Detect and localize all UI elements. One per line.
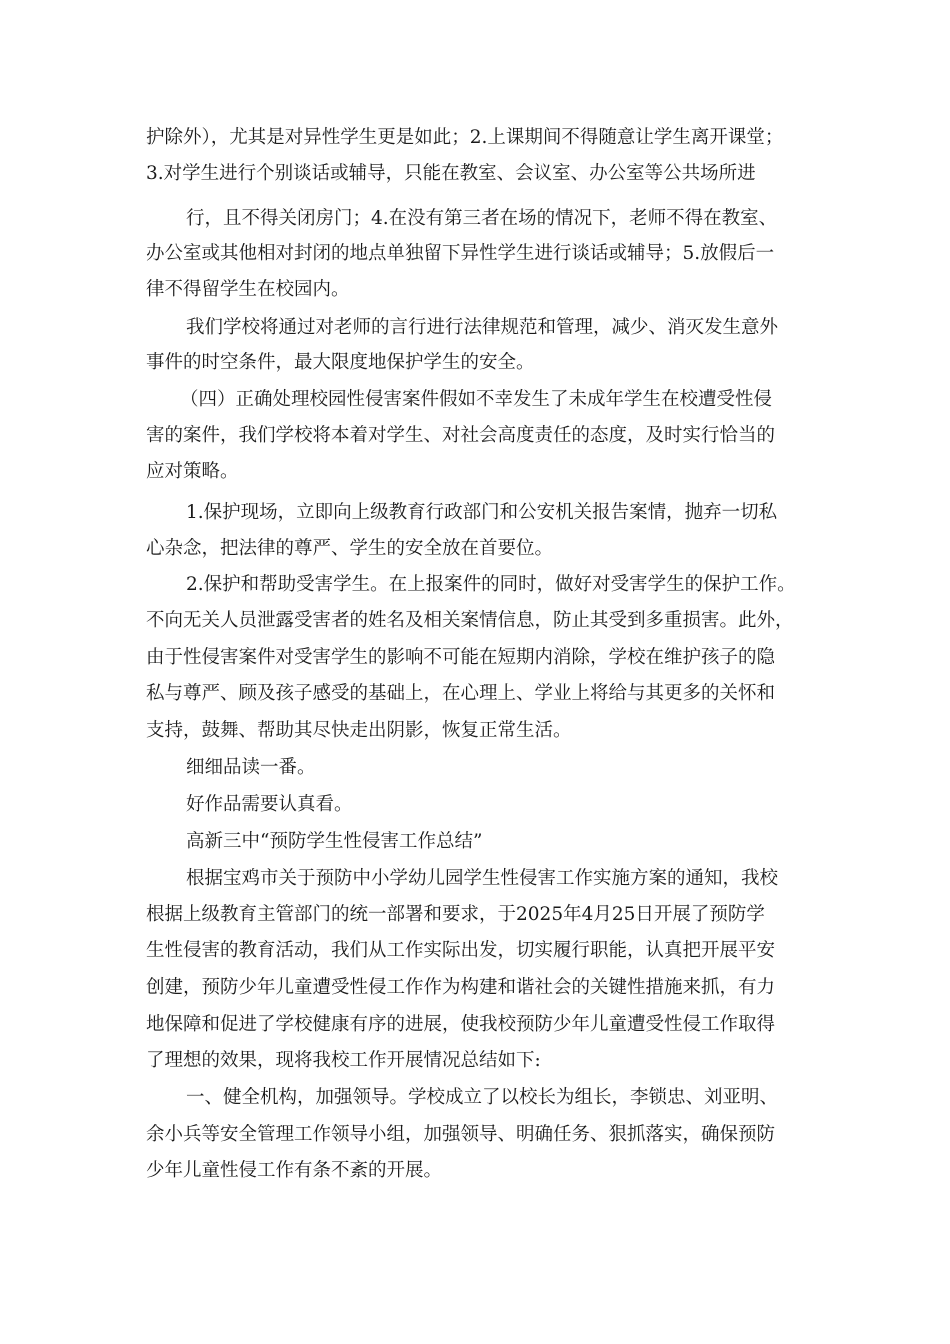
- text-line-4: 办公室或其他相对封闭的地点单独留下异性学生进行谈话或辅导；5.放假后一: [146, 243, 775, 264]
- text-line-29: 少年儿童性侵工作有条不紊的开展。: [146, 1160, 443, 1181]
- text-line-5: 律不得留学生在校园内。: [146, 279, 350, 300]
- text-line-24: 创建，预防少年儿童遭受性侵工作作为构建和谐社会的关键性措施来抓，有力: [146, 977, 776, 998]
- text-line-11: 1.保护现场，立即向上级教育行政部门和公安机关报告案情，抛弃一切私: [186, 502, 778, 523]
- text-line-14: 不向无关人员泄露受害者的姓名及相关案情信息，防止其受到多重损害。此外，: [146, 610, 794, 631]
- text-line-26: 了理想的效果，现将我校工作开展情况总结如下:: [146, 1050, 541, 1071]
- text-line-13: 2.保护和帮助受害学生。在上报案件的同时，做好对受害学生的保护工作。: [186, 574, 796, 595]
- text-line-15: 由于性侵害案件对受害学生的影响不可能在短期内消除，学校在维护孩子的隐: [146, 647, 776, 668]
- text-line-22: 根据上级教育主管部门的统一部署和要求，于2025年4月25日开展了预防学: [146, 904, 765, 925]
- text-line-1: 护除外），尤其是对异性学生更是如此；2.上课期间不得随意让学生离开课堂；: [146, 127, 784, 148]
- text-line-27: 一、健全机构，加强领导。学校成立了以校长为组长，李锁忠、刘亚明、: [186, 1087, 779, 1108]
- text-line-8: （四）正确处理校园性侵害案件假如不幸发生了未成年学生在校遭受性侵: [180, 389, 773, 410]
- text-line-21: 根据宝鸡市关于预防中小学幼儿园学生性侵害工作实施方案的通知，我校: [186, 868, 779, 889]
- text-line-28: 余小兵等安全管理工作领导小组，加强领导、明确任务、狠抓落实，确保预防: [146, 1124, 776, 1145]
- text-line-19: 好作品需要认真看。: [186, 794, 353, 815]
- text-line-20: 高新三中“预防学生性侵害工作总结”: [186, 831, 483, 852]
- text-line-9: 害的案件，我们学校将本着对学生、对社会高度责任的态度，及时实行恰当的: [146, 425, 776, 446]
- text-line-16: 私与尊严、顾及孩子感受的基础上，在心理上、学业上将给与其更多的关怀和: [146, 683, 776, 704]
- text-line-23: 生性侵害的教育活动，我们从工作实际出发，切实履行职能，认真把开展平安: [146, 940, 776, 961]
- text-line-12: 心杂念，把法律的尊严、学生的安全放在首要位。: [146, 538, 554, 559]
- text-line-18: 细细品读一番。: [186, 757, 316, 778]
- text-line-6: 我们学校将通过对老师的言行进行法律规范和管理，减少、消灭发生意外: [186, 317, 779, 338]
- text-line-17: 支持，鼓舞、帮助其尽快走出阴影，恢复正常生活。: [146, 720, 572, 741]
- text-line-2: 3.对学生进行个别谈话或辅导，只能在教室、会议室、办公室等公共场所进: [146, 163, 756, 184]
- text-line-10: 应对策略。: [146, 461, 239, 482]
- text-line-7: 事件的时空条件，最大限度地保护学生的安全。: [146, 352, 535, 373]
- text-line-3: 行，且不得关闭房门；4.在没有第三者在场的情况下，老师不得在教室、: [186, 208, 778, 229]
- text-line-25: 地保障和促进了学校健康有序的进展，使我校预防少年儿童遭受性侵工作取得: [146, 1014, 776, 1035]
